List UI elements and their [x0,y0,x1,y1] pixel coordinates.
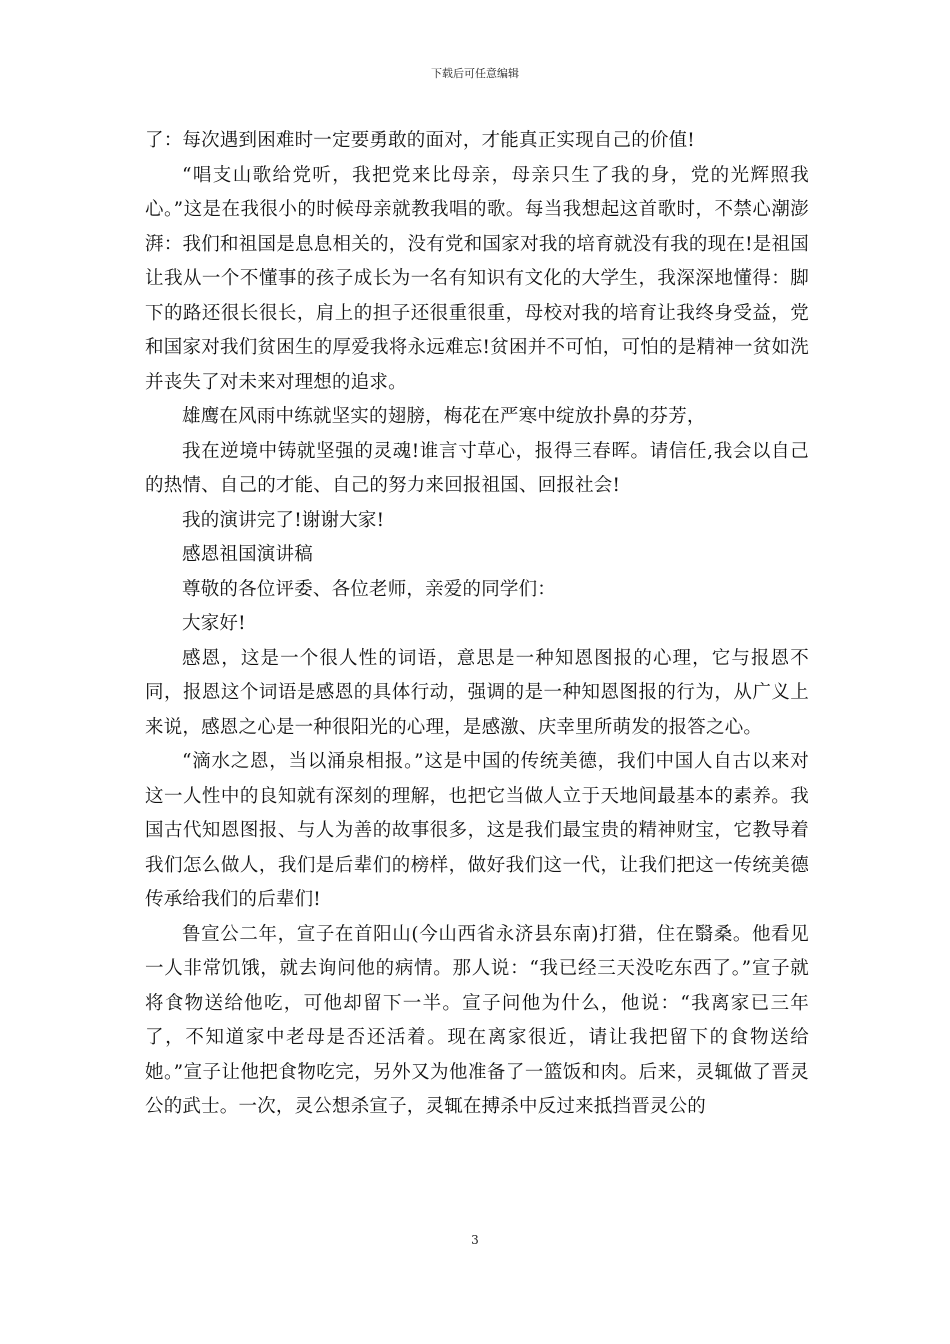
paragraph: 鲁宣公二年，宣子在首阳山(今山西省永济县东南)打猎，住在翳桑。他看见一人非常饥饿，就去询问他的病情。那人说：“我已经三天没吃东西了。”宣子就将食物送给他吃，可他却留下一半。宣子问他为什么，他说：“我离家已三年了，不知道家中老母是否还活着。现在离家很近，请让我把留下的食物送给她。”宣子让他把食物吃完，另外又为他准备了一篮饭和肉。后来，灵辄做了晋灵公的武士。一次，灵公想杀宣子，灵辄在搏杀中反过来抵挡晋灵公的 [145,923,809,1117]
paragraph: 感恩，这是一个很人性的词语，意思是一种知恩图报的心理，它与报恩不同，报恩这个词语是感恩的具体行动，强调的是一种知恩图报的行为，从广义上来说，感恩之心是一种很阳光的心理，是感激、庆幸里所萌发的报答之心。 [145,647,809,738]
page-header: 下载后可任意编辑 [431,67,519,80]
body-text [145,124,809,1125]
paragraph: 我的演讲完了!谢谢大家! [182,509,385,531]
section-title: 感恩祖国演讲稿 [182,544,313,565]
page-number: 3 [471,1233,479,1247]
paragraph: 我在逆境中铸就坚强的灵魂!谁言寸草心，报得三春晖。请信任,我会以自己的热情、自己的才能、自己的努力来回报祖国、回报社会! [145,440,809,496]
paragraph: “滴水之恩，当以涌泉相报。”这是中国的传统美德，我们中国人自古以来对这一人性中的良知就有深刻的理解，也把它当做人立于天地间最基本的素养。我国古代知恩图报、与人为善的故事很多，这是我们最宝贵的精神财宝，它教导着我们怎么做人，我们是后辈们的榜样，做好我们这一代，让我们把这一传统美德传承给我们的后辈们! [145,751,809,910]
paragraph: 了：每次遇到困难时一定要勇敢的面对，才能真正实现自己的价值! [145,130,695,151]
paragraph: 雄鹰在风雨中练就坚实的翅膀，梅花在严寒中绽放扑鼻的芬芳， [182,406,706,427]
salutation: 尊敬的各位评委、各位老师，亲爱的同学们： [182,578,557,600]
greeting: 大家好! [182,613,246,634]
paragraph: “唱支山歌给党听，我把党来比母亲，母亲只生了我的身，党的光辉照我心。”这是在我很小的时候母亲就教我唱的歌。每当我想起这首歌时，不禁心潮澎湃：我们和祖国是息息相关的，没有党和国家对我的培育就没有我的现在!是祖国让我从一个不懂事的孩子成长为一名有知识有文化的大学生，我深深地懂得：脚下的路还很长很长，肩上的担子还很重很重，母校对我的培育让我终身受益，党和国家对我们贫困生的厚爱我将永远难忘!贫困并不可怕，可怕的是精神一贫如洗并丧失了对未来对理想的追求。 [145,164,809,393]
